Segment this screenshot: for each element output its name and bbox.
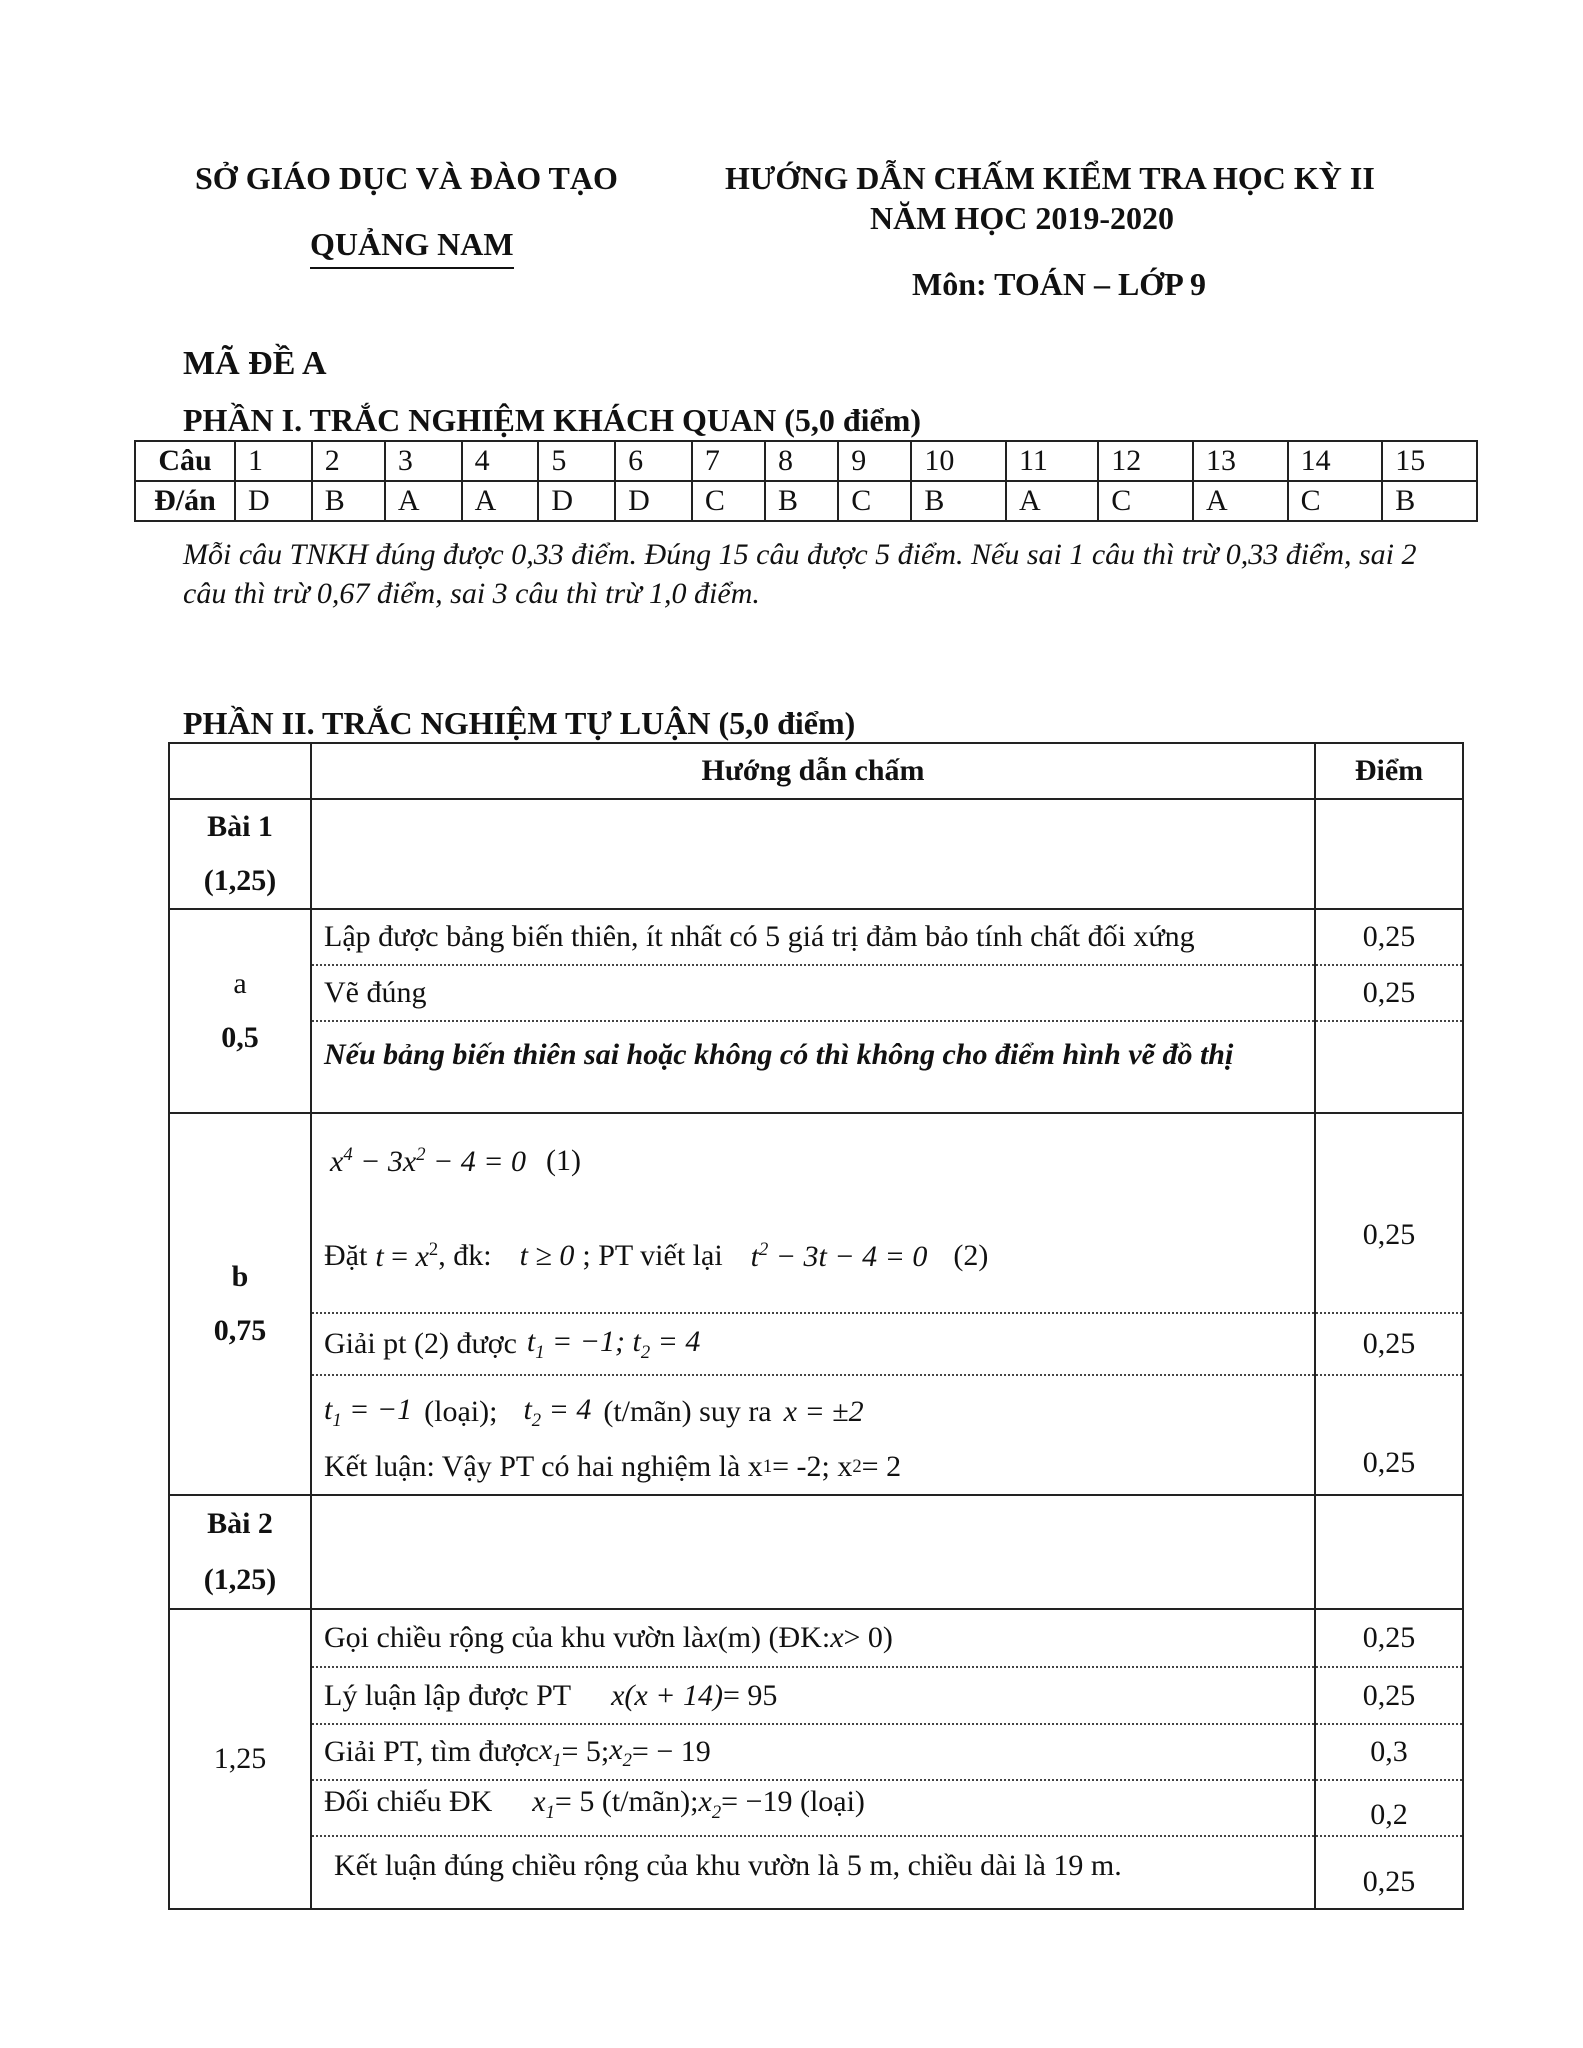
- question-number: 1: [235, 441, 312, 481]
- grading-table: [168, 742, 1464, 1910]
- bai1-label: Bài 1: [207, 810, 273, 843]
- empty-cell: [311, 1495, 1315, 1609]
- question-number: 6: [615, 441, 692, 481]
- exam-code: MÃ ĐỀ A: [183, 345, 327, 382]
- column-header-score: Điểm: [1315, 743, 1463, 799]
- answer-cell: C: [838, 481, 911, 521]
- bai1-cell: [169, 799, 311, 909]
- subject: Môn: TOÁN – LỚP 9: [912, 266, 1206, 302]
- question-number: 15: [1382, 441, 1477, 481]
- dat-label: Đặt: [324, 1239, 368, 1272]
- bai2-line4: Đối chiếu ĐK $x_1$ = 5 (t/mãn); $x_2$ = −19 (loại): [312, 1781, 1314, 1837]
- answer-cell: C: [692, 481, 765, 521]
- department-name: SỞ GIÁO DỤC VÀ ĐÀO TẠO: [195, 160, 618, 196]
- part-b-scores: [1315, 1113, 1463, 1495]
- bai2-line1: Gọi chiều rộng của khu vườn là x (m) (ĐK: x > 0): [312, 1610, 1314, 1668]
- bai2-score4: 0,2: [1316, 1781, 1462, 1837]
- part-a-points: 0,5: [221, 1021, 259, 1054]
- empty-header-cell: [169, 743, 311, 799]
- answer-cell: A: [1193, 481, 1288, 521]
- question-number: 9: [838, 441, 911, 481]
- bai2-line1-b: (m) (ĐK:: [717, 1621, 831, 1654]
- bai2-points: (1,25): [203, 1563, 277, 1596]
- answer-cell: D: [615, 481, 692, 521]
- empty-cell: [1315, 799, 1463, 909]
- part-b-score2: 0,25: [1316, 1314, 1462, 1376]
- province-name: QUẢNG NAM: [310, 226, 514, 269]
- bai2-equation: x(x + 14): [611, 1678, 723, 1712]
- question-number: 13: [1193, 441, 1288, 481]
- bai2-row: [169, 1495, 1463, 1609]
- bai2-line4-v2: = −19 (loại): [721, 1785, 865, 1818]
- part-b-block3: [312, 1376, 1314, 1494]
- part-a-note: Nếu bảng biến thiên sai hoặc không có thì không cho điểm hình vẽ đồ thị: [324, 1038, 1234, 1071]
- root-t2: $t_2 = 4$: [523, 1392, 592, 1431]
- answer-cell: A: [1006, 481, 1098, 521]
- bai2-line3-v1: = 5;: [561, 1735, 610, 1768]
- bai2-points-cell: 1,25: [169, 1609, 311, 1909]
- accept-label: (t/mãn) suy ra: [603, 1395, 772, 1428]
- bai2-score3: 0,3: [1316, 1725, 1462, 1781]
- answer-cell: B: [911, 481, 1006, 521]
- part-a-score2: 0,25: [1316, 966, 1462, 1022]
- answer-cell: C: [1098, 481, 1193, 521]
- bai2-line2: [312, 1668, 1314, 1725]
- part-b-label: b: [231, 1260, 249, 1293]
- equation-2: $t^2 - 3t - 4 = 0$: [750, 1238, 928, 1273]
- part-a-scores: [1315, 909, 1463, 1113]
- equation-1-tag: (1): [545, 1144, 581, 1177]
- substitution-expr: $t = x^2$: [375, 1238, 439, 1273]
- part-b-score3: 0,25: [1362, 1446, 1416, 1479]
- equation-1-line: [324, 1114, 1302, 1198]
- header-row: [169, 743, 1463, 799]
- condition-expr: t ≥ 0: [519, 1239, 575, 1272]
- bai2-scores: [1315, 1609, 1463, 1909]
- bai2-line3: Giải PT, tìm được $x_1$ = 5; $x_2$ = − 19: [312, 1725, 1314, 1781]
- bai2-score1: 0,25: [1316, 1610, 1462, 1668]
- solve-label: Giải pt (2) được: [324, 1327, 517, 1360]
- part-b-points: 0,75: [213, 1314, 267, 1347]
- bai1-row: [169, 799, 1463, 909]
- answer-cell: D: [538, 481, 615, 521]
- row-label-answer: Đ/án: [135, 481, 235, 521]
- part-a-row: [169, 909, 1463, 1113]
- conclusion-line: Kết luận: Vậy PT có hai nghiệm là x 1 = -2; x 2 = 2: [324, 1450, 902, 1483]
- part1-title: PHẦN I. TRẮC NGHIỆM KHÁCH QUAN (5,0 điểm): [183, 402, 922, 438]
- bai2-line3-a: Giải PT, tìm được: [324, 1735, 539, 1768]
- question-number: 14: [1288, 441, 1383, 481]
- bai1-points: (1,25): [203, 864, 277, 897]
- bai2-score2: 0,25: [1316, 1668, 1462, 1725]
- question-number: 10: [911, 441, 1006, 481]
- bai2-line4-a: Đối chiếu ĐK: [324, 1785, 493, 1818]
- question-row: [135, 441, 1477, 481]
- root-t1: $t_1 = -1$: [324, 1392, 413, 1431]
- bai2-line4-v1: = 5 (t/mãn);: [554, 1785, 699, 1818]
- answer-cell: C: [1288, 481, 1383, 521]
- part-b-solve-line: [312, 1314, 1314, 1376]
- part-a-score1: 0,25: [1316, 910, 1462, 966]
- answer-cell: A: [462, 481, 539, 521]
- part2-title: PHẦN II. TRẮC NGHIỆM TỰ LUẬN (5,0 điểm): [183, 705, 856, 741]
- conclusion-text: Kết luận: Vậy PT có hai nghiệm là x: [324, 1450, 763, 1483]
- part-a-guide: [311, 909, 1315, 1113]
- bai2-line2-b: = 95: [722, 1678, 778, 1712]
- bai2-line1-c: > 0): [843, 1621, 893, 1654]
- part-b-row: [169, 1113, 1463, 1495]
- conclusion-mid: = -2; x: [772, 1450, 853, 1483]
- answer-cell: A: [385, 481, 462, 521]
- empty-cell: [311, 799, 1315, 909]
- question-number: 11: [1006, 441, 1098, 481]
- school-year: NĂM HỌC 2019-2020: [870, 200, 1174, 236]
- answer-row: [135, 481, 1477, 521]
- x-result: x = ±2: [783, 1395, 864, 1428]
- part-b-cell: [169, 1113, 311, 1495]
- part-a-label: a: [233, 967, 247, 1000]
- question-number: 7: [692, 441, 765, 481]
- bai2-label: Bài 2: [207, 1507, 273, 1540]
- condition-label: , đk:: [438, 1239, 492, 1272]
- bai2-line1-a: Gọi chiều rộng của khu vườn là: [324, 1621, 705, 1654]
- part-b-guide: [311, 1113, 1315, 1495]
- answer-cell: B: [312, 481, 385, 521]
- question-number: 4: [462, 441, 539, 481]
- part-b-score1: 0,25: [1316, 1114, 1462, 1314]
- question-number: 12: [1098, 441, 1193, 481]
- bai2-content-row: [169, 1609, 1463, 1909]
- solve-roots: $t_1 = -1$; $t_2 = 4$: [526, 1324, 701, 1363]
- reject-label: (loại);: [424, 1395, 498, 1428]
- column-header-guide: Hướng dẫn chấm: [311, 743, 1315, 799]
- equation-1: $x^4 - 3x^2 - 4 = 0$: [330, 1143, 526, 1178]
- substitution-line: [324, 1198, 1302, 1296]
- part-a-line2: Vẽ đúng: [312, 966, 1314, 1022]
- answer-cell: B: [765, 481, 838, 521]
- scoring-note: Mỗi câu TNKH đúng được 0,33 điểm. Đúng 15 câu được 5 điểm. Nếu sai 1 câu thì trừ 0,33 điểm, sai 2 câu thì trừ 0,67 điểm, sai 3 câu thì trừ 1,0 điểm.: [183, 538, 1417, 610]
- rewrite-label: ; PT viết lại: [582, 1239, 723, 1272]
- row-label-question: Câu: [135, 441, 235, 481]
- bai2-score5: 0,25: [1362, 1865, 1416, 1898]
- bai2-line5: Kết luận đúng chiều rộng của khu vườn là 5 m, chiều dài là 19 m.: [334, 1849, 1122, 1882]
- empty-cell: [1315, 1495, 1463, 1609]
- bai2-cell: [169, 1495, 311, 1609]
- bai2-guide: [311, 1609, 1315, 1909]
- bai2-line2-a: Lý luận lập được PT: [324, 1678, 572, 1712]
- part-a-line1: Lập được bảng biến thiên, ít nhất có 5 giá trị đảm bảo tính chất đối xứng: [312, 910, 1314, 966]
- equation-2-tag: (2): [953, 1239, 989, 1272]
- question-number: 3: [385, 441, 462, 481]
- answer-cell: B: [1382, 481, 1477, 521]
- question-number: 5: [538, 441, 615, 481]
- part-b-block1: [312, 1114, 1314, 1314]
- answer-key-table: [134, 440, 1478, 522]
- conclusion-end: = 2: [861, 1450, 902, 1483]
- part-a-cell: [169, 909, 311, 1113]
- answer-cell: D: [235, 481, 312, 521]
- root-check-line: [324, 1384, 1302, 1440]
- bai2-line3-v2: = − 19: [631, 1735, 711, 1768]
- question-number: 8: [765, 441, 838, 481]
- document-title: HƯỚNG DẪN CHẤM KIỂM TRA HỌC KỲ II: [725, 160, 1375, 196]
- question-number: 2: [312, 441, 385, 481]
